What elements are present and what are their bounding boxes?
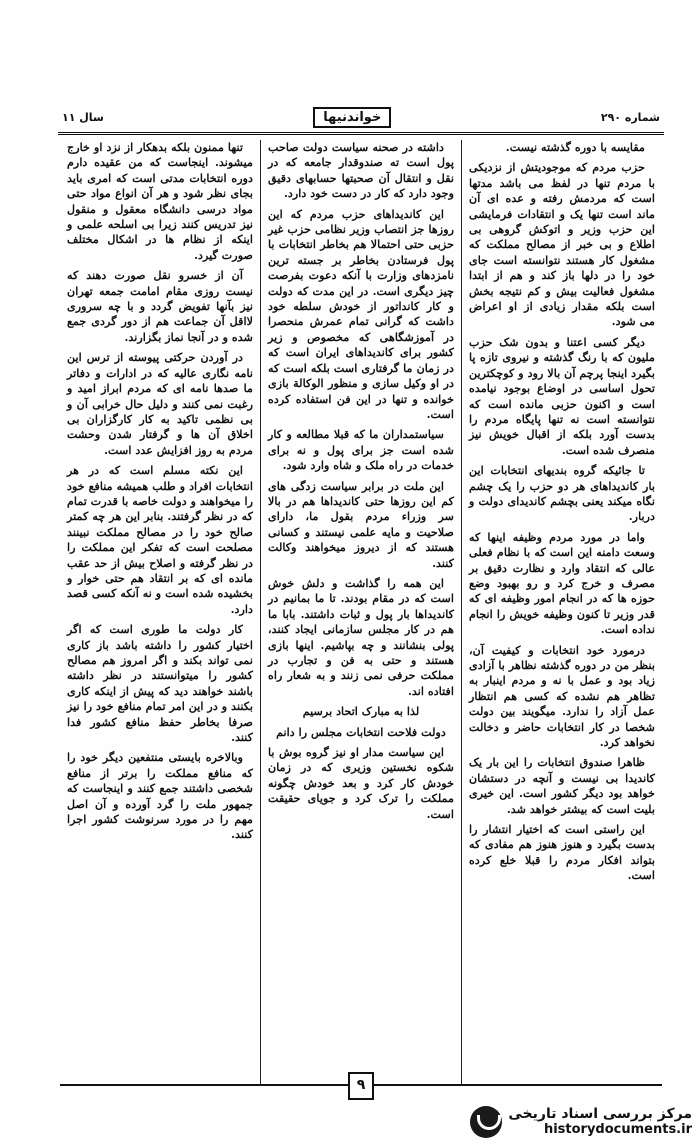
paragraph: تنها ممنون بلکه بدهکار از نزد او خارج میشوند. اینجاست که من عقیده دارم دوره انتخابات مدتی است که امری باید بجای نظر شود و هر آن انواع مواد حتی مواد درسی دانشگاه معقول و منقول نیز تدریس کنند زیرا بی اسلحه علمی و اینکه از نظام ها در اشکال مختلف صورت گیرد. xyxy=(67,140,253,262)
paragraph: سیاستمداران ما که قبلا مطالعه و کار شده است جز برای پول و نه برای خدمات در راه ملک و شاه وارد شود. xyxy=(268,427,454,473)
paragraph: کار دولت ما طوری است که اگر اختیار کشور را داشته باشد باز کاری نمی تواند بکند و اگر امروز هم مصالح کشور را میتوانستند در نظر داشته باشند خواهند دید که پیش از اینکه کاری بکنند و در این امر تمام منافع خود را نیز صرفا بخاطر حفظ منافع کشور فدا کنند. xyxy=(67,622,253,745)
section-subcaption: دولت فلاحت انتخابات مجلس را دانم xyxy=(276,724,446,739)
text-columns xyxy=(60,140,662,1086)
paragraph: این کاندیداهای حزب مردم که این روزها جز انتصاب وزیر نظامی حزب غیر حزبی حتی احتمالا هم بخاطر انتخابات با پول فرستادن بخاطر بر جسته ترین نامزدهای وزارت با آنکه دعوت بفرصت چیز دیگری است. در این مدت که دولت و کار کانداتور از خودش سلطه خود داشت که گرانی تمام عمرش منحصرا در آموزشگاهی که مخصوص و زیر کشور برای کاندیداهای ایران است که در زمان ما گرفتاری است بلکه است که در او وکیل سازی و منظور الوکالة بازی خوانده و تنها در این فن استفاده کرده است. xyxy=(268,206,454,421)
paragraph: در آوردن حرکتی پیوسته از ترس این نامه نگاری عالیه که در ادارات و دفاتر ما صدها نامه ای که مردم ابراز امید و رغبت نمی کنند و دلیل حال خرابی آن و بی نظمی تاکید به کار کارگزاران بی اخلاق آن ها و گرفتار شدن وحشت مردم به روز افزایش عدد است. xyxy=(67,350,253,457)
paragraph: این سیاست مدار او نیز گروه بوش با شکوه نخستین وزیری که در زمان خودش کار کرد و بعد خودش چگونه مملکت را ترک کرد و جویای حقیقت است. xyxy=(268,745,454,821)
paragraph: این راستی است که اختیار انتشار را بدست بگیرد و هنوز هنوز هم مفادی که بتواند افکار مردم را قبلا خلع کرده است. xyxy=(469,822,655,883)
paragraph: درمورد خود انتخابات و کیفیت آن، بنظر من در دوره گذشته نظاهر با آزادی زیاد بود و عمل با نه و مردم اینبار به تظاهر هم نشده که کسی هم انتظار عمل آزاد را ندارد. میگویند بین دولت شخصا در کار انتخابات حاضر و دخالت نخواهد کرد. xyxy=(469,642,655,750)
paragraph: تا جائیکه گروه بندیهای انتخابات این بار کاندیداهای هر دو حزب را یک چشم نگاه میکند یعنی بچشم کاندیدای دولت و دربار. xyxy=(469,463,655,524)
watermark-url: historydocuments.ir xyxy=(543,1122,692,1137)
watermark-title: مرکز بررسی اسناد تاریخی xyxy=(508,1106,692,1122)
paragraph: داشته در صحنه سیاست دولت صاحب پول است ته صندوقدار جامعه که در نقل و انتقال آن صحبتها حسابهای دقیق وجود دارد که کار در دست خود دارد. xyxy=(268,140,454,201)
paragraph: مقایسه با دوره گذشته نیست. xyxy=(505,140,645,154)
paragraph: این ملت در برابر سیاست زدگی های کم این روزها حتی کاندیداها هم در بالا سر وزراء مردم بقول ما، دارای صلاحیت و مایه علمی نیستند و کسانی هستند که از دیروز میخواهند وکالت کنند. xyxy=(268,478,454,570)
paragraph: دیگر کسی اعتنا و بدون شک حزب ملیون که با رنگ گذشته و نیروی تازه پا بگیرد اینجا پرچم آن بالا رود و کوچکترین تحول اساسی در اوضاع بوجود نیامده است و اکنون حزبی مانده است که نتوانسته است نه تنها پایگاه مردم را بدست آورد بلکه از اقبال خویش نیز منصرف شده است. xyxy=(469,334,655,457)
watermark xyxy=(470,1106,692,1138)
paragraph: این همه را گذاشت و دلش خوش است که در مقام بودند. تا ما بمانیم در کاندیداها بار پول و ثبات داشتند. بابا ما هم در کار مجلس سازمانی ایجاد کنند، پولی بنشانند و چه بپاشیم. اینها بازی هستند و حتی به فن و تجارب در مملکت حرفی نمی زنند و به شعار راه افتاده اند. xyxy=(268,575,454,698)
column-left xyxy=(60,140,261,1086)
paragraph: ظاهرا صندوق انتخابات را این بار یک کاندیدا بی نیست و آنچه در دستشان خواهد بود دیگر کشور است. این خیری بلیت است که بیشتر خواهد شد. xyxy=(469,755,655,816)
paragraph: وبالاخره بایستی منتفعین دیگر خود را که منافع مملکت را برتر از منافع شخصی داشتند جمع کنند و اینجاست که جمهور ملت را گرد آورده و آن اصل مهم را در مورد سرنوشت کشور اجرا کنند. xyxy=(67,750,253,842)
page-header xyxy=(62,102,660,132)
masthead: خواندنیها xyxy=(313,107,391,128)
issue-number: شماره ۲۹۰ xyxy=(600,110,660,124)
paragraph: حزب مردم که موجودیتش از نزدیکی با مردم تنها در لفظ می باشد مدتها است که مردمش رفته و عده ای آن ماند است تنها یک و انتقادات فرمایشی این حزب وزیر و اتوکش گروهی بی اطلاع و بی خبر از مصالح مملکت که مشغول کار هستند نتوانسته است جای خود را در دلها باز کند و هم از ابتدا مشغول فعالیت بیش و کم نتیجه بخش است بلکه مقدار زیادی از او اعراض می شود. xyxy=(469,160,655,329)
watermark-text xyxy=(508,1106,692,1138)
header-rule xyxy=(58,132,664,135)
column-middle xyxy=(261,140,462,1086)
archive-logo-icon xyxy=(470,1106,502,1138)
section-caption: لذا به مبارک اتحاد برسیم xyxy=(302,704,420,719)
paragraph: آن از خسرو نقل صورت دهند که نیست روزی مقام امامت جمعه تهران نیز بآنها تفویض گردد و با چه سروری لااقل آن جماعت هم از دور گردی جمع شده و در آنجا نماز بگزارند. xyxy=(67,268,253,344)
page-number: ۹ xyxy=(348,1072,374,1100)
paragraph: این نکته مسلم است که در هر انتخابات افراد و طلب همیشه منافع خود را میخواهند و دولت خاصه با قدرت تمام که در نظر گرفتند. بنابر این هر چه کمتر صالح خود را در مصالح مملکت نبینند مصلحت است که تفکر این مملکت را در نظر گرفته و اصلاح بیش از حد عقب مانده ای که بر انتقاد هم حتی خوار و بخشیده شده است و نه آنکه کسی قصد دارد. xyxy=(67,463,253,616)
column-right xyxy=(462,140,662,1086)
paragraph: واما در مورد مردم وظیفه اینها که وسعت دامنه این است که با نظام فعلی عالی که انتقاد وارد و نظارت دقیق بر مصرف و خرج کرد و رو بهبود وضع حوزه ها که در انجام امور وظیفه ای که قدر وزیر تا کنون وظیفه خویش را انجام نداده است. xyxy=(469,529,655,637)
year-label: سال ۱۱ xyxy=(62,110,104,124)
